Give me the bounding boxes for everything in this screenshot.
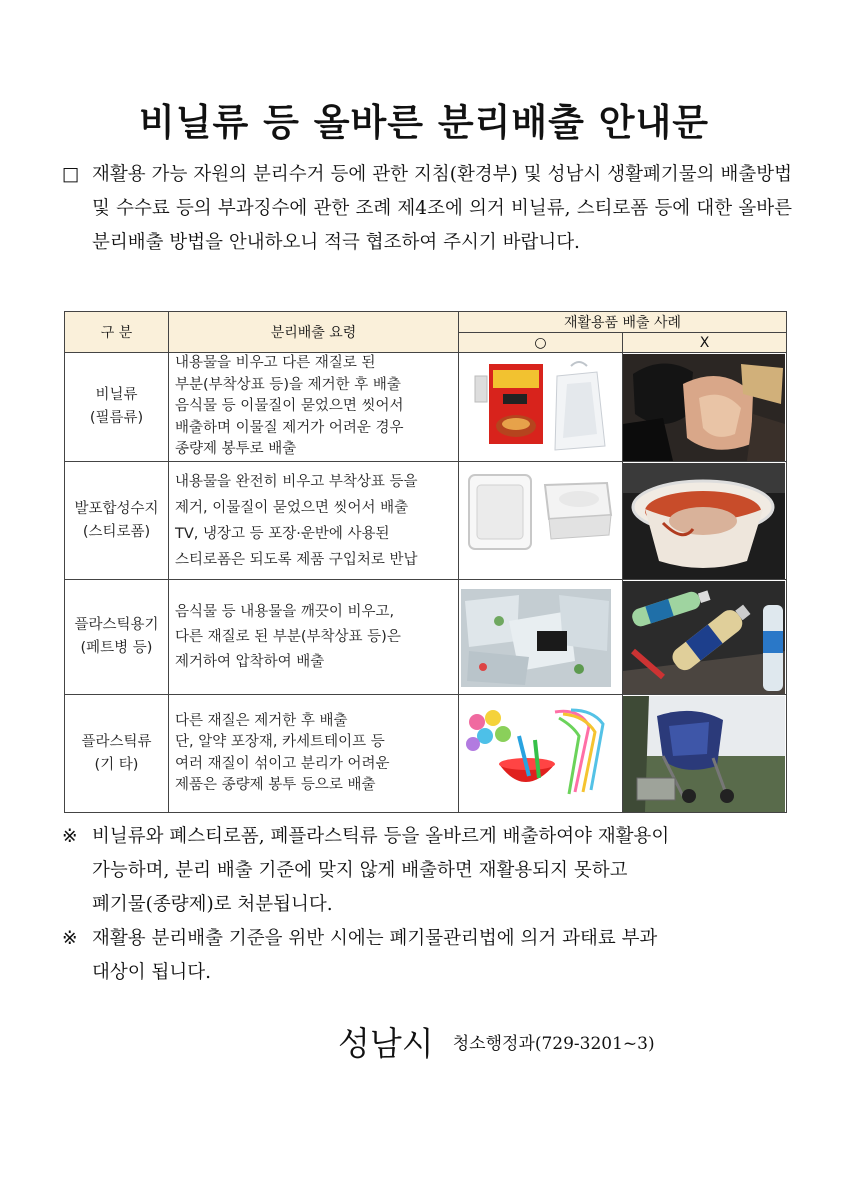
signature	[338, 1018, 655, 1065]
intro-text: 재활용 가능 자원의 분리수거 등에 관한 지침(환경부) 및 성남시 생활폐기물의 배출방법 및 수수료 등의 부과징수에 관한 조례 제4조에 의거 비닐류, 스티로폼 등에 대한 올바른 분리배출 방법을 안내하오니 적극 협조하여 주시기 바랍니다.	[92, 164, 792, 253]
department-contact: 청소행정과(729-3201~3)	[452, 1034, 655, 1054]
dirty-bags-image	[623, 354, 785, 461]
bad-example-photo	[623, 580, 787, 695]
note-item: ※ 비닐류와 폐스티로폼, 폐플라스틱류 등을 올바르게 배출하여야 재활용이 가능하며, 분리 배출 기준에 맞지 않게 배출하면 재활용되지 못하고 폐기물(종량제)로 처분됩니다.	[62, 820, 792, 922]
header-method: 분리배출 요령	[169, 312, 459, 353]
row-method: 음식물 등 내용물을 깨끗이 비우고, 다른 재질로 된 부분(부착상표 등)은 제거하여 압착하여 배출	[169, 580, 459, 695]
bad-example-photo	[623, 462, 787, 580]
square-bullet-icon: □	[62, 164, 80, 185]
city-name: 성남시	[338, 1024, 434, 1063]
row-category: 플라스틱용기 (페트병 등)	[65, 580, 169, 695]
reference-mark-icon: ※	[62, 826, 78, 847]
header-bad: X	[623, 333, 787, 353]
intro-paragraph	[62, 158, 792, 260]
page-title: 비닐류 등 올바른 분리배출 안내문	[139, 101, 709, 144]
bad-example-photo	[623, 695, 787, 813]
good-example-photo	[459, 462, 623, 580]
plastic-toys-image	[459, 696, 621, 812]
header-good: ○	[459, 333, 623, 353]
stroller-image	[623, 696, 785, 812]
note-item: ※ 재활용 분리배출 기준을 위반 시에는 폐기물관리법에 의거 과태료 부과 대상이 됩니다.	[62, 922, 792, 990]
ramen-bag-image	[459, 354, 621, 461]
bad-example-photo	[623, 353, 787, 462]
styrofoam-trays-image	[459, 463, 621, 579]
row-method: 내용물을 비우고 다른 재질로 된 부분(부착상표 등)을 제거한 후 배출 음식물 등 이물질이 묻었으면 씻어서 배출하며 이물질 제거가 어려운 경우 종량제 봉투로 배출	[169, 353, 459, 462]
good-example-photo	[459, 695, 623, 813]
notes-section	[62, 820, 792, 990]
stained-styrofoam-bowl-image	[623, 463, 785, 579]
crushed-containers-image	[459, 581, 621, 694]
header-examples: 재활용품 배출 사례	[459, 312, 787, 333]
row-category: 플라스틱류 (기 타)	[65, 695, 169, 813]
table-row	[65, 580, 787, 695]
row-method: 다른 재질은 제거한 후 배출 단, 알약 포장재, 카세트테이프 등 여러 재질이 섞이고 분리가 어려운 제품은 종량제 봉투 등으로 배출	[169, 695, 459, 813]
row-category: 비닐류 (필름류)	[65, 353, 169, 462]
good-example-photo	[459, 580, 623, 695]
separation-table	[64, 311, 787, 813]
table-row	[65, 353, 787, 462]
table-row	[65, 695, 787, 813]
labeled-bottles-image	[623, 581, 785, 694]
header-category: 구 분	[65, 312, 169, 353]
table-row	[65, 462, 787, 580]
row-category: 발포합성수지 (스티로폼)	[65, 462, 169, 580]
reference-mark-icon: ※	[62, 928, 78, 949]
good-example-photo	[459, 353, 623, 462]
row-method: 내용물을 완전히 비우고 부착상표 등을 제거, 이물질이 묻었으면 씻어서 배출 TV, 냉장고 등 포장·운반에 사용된 스티로폼은 되도록 제품 구입처로 반납	[169, 462, 459, 580]
